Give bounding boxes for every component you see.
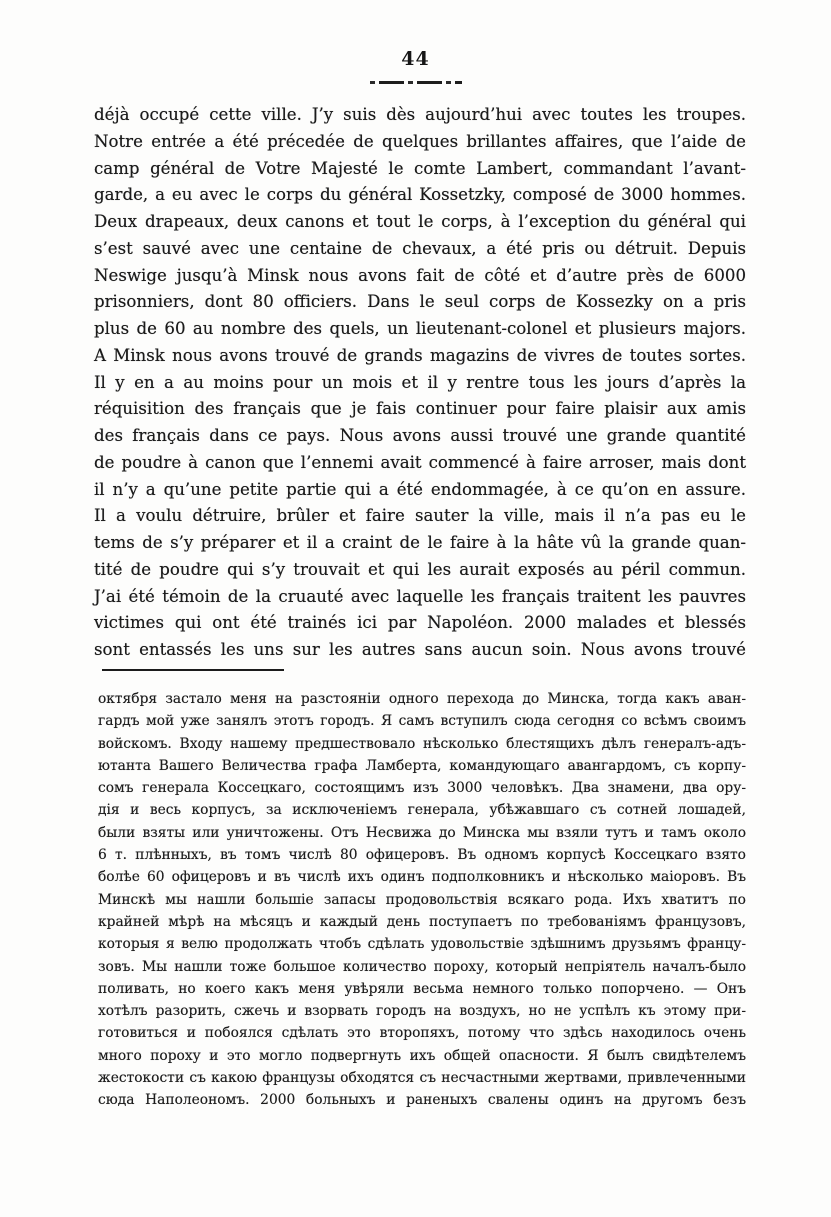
text-line: были взяты или уничтожены. Отъ Несвижа до Минска мы взяли тутъ и тамъ около bbox=[98, 824, 746, 841]
text-line: plus de 60 au nombre des quels, un lieutenant-colonel et plusieurs majors. bbox=[94, 319, 746, 338]
text-line: Il y en a au moins pour un mois et il y rentre tous les jours d’après la bbox=[94, 372, 746, 392]
text-line: ютанта Вашего Величества графа Ламберта, командующаго авангардомъ, съ корпу- bbox=[98, 757, 746, 774]
text-line: войскомъ. Входу нашему предшествовало нѣсколько блестящихъ дѣлъ генералъ-адъ- bbox=[98, 735, 746, 752]
text-line: sont entassés les uns sur les autres sans aucun soin. Nous avons trouvé bbox=[94, 640, 746, 659]
text-line: A Minsk nous avons trouvé de grands magazins de vivres de toutes sortes. bbox=[94, 345, 746, 365]
text-line: Минскѣ мы нашли большіе запасы продовольствія всякаго рода. Ихъ хватитъ по bbox=[98, 891, 746, 908]
text-line: много пороху и это могло подвергнуть ихъ общей опасности. Я былъ свидѣтелемъ bbox=[98, 1047, 746, 1064]
page-number: 44 bbox=[401, 48, 430, 70]
text-line: крайней мѣрѣ на мѣсяцъ и каждый день поступаетъ по требованіямъ французовъ, bbox=[98, 913, 746, 930]
footnote-text-russian bbox=[98, 688, 746, 1112]
text-line: garde, a eu avec le corps du général Kossetzky, composé de 3000 hommes. bbox=[94, 185, 746, 205]
text-line: J’ai été témoin de la cruauté avec laquelle les français traitent les pauvres bbox=[94, 586, 746, 606]
text-line: s’est sauvé avec une centaine de chevaux, a été pris ou détruit. Depuis bbox=[94, 238, 746, 258]
text-line: il n’y a qu’une petite partie qui a été endommagée, à ce qu’on en assure. bbox=[94, 479, 746, 499]
text-line: camp général de Votre Majesté le comte Lambert, commandant l’avant- bbox=[94, 158, 746, 178]
text-line: des français dans ce pays. Nous avons aussi trouvé une grande quantité bbox=[94, 426, 746, 445]
text-line: Notre entrée a été précedée de quelques brillantes affaires, que l’aide de bbox=[94, 131, 746, 151]
text-line: зовъ. Мы нашли тоже большое количество пороху, который непріятель началъ-было bbox=[98, 958, 746, 975]
text-line: поливать, но коего какъ меня увѣряли весьма немного только попорчено. — Онъ bbox=[98, 980, 746, 997]
text-line: Il a voulu détruire, brûler et faire sauter la ville, mais il n’a pas eu le bbox=[94, 506, 746, 526]
text-line: гардъ мой уже занялъ этотъ городъ. Я самъ вступилъ сюда сегодня со всѣмъ своимъ bbox=[98, 713, 746, 730]
text-line: жестокости съ какою французы обходятся съ несчастными жертвами, привлеченными bbox=[98, 1070, 746, 1087]
text-line: prisonniers, dont 80 officiers. Dans le seul corps de Kossezky on a pris bbox=[94, 292, 746, 312]
text-line: Neswige jusqu’à Minsk nous avons fait de côté et d’autre près de 6000 bbox=[94, 265, 746, 285]
text-line: Deux drapeaux, deux canons et tout le corps, à l’exception du général qui bbox=[94, 212, 746, 231]
text-line: tité de poudre qui s’y trouvait et qui les aurait exposés au péril commun. bbox=[94, 559, 746, 579]
text-line: хотѣлъ разорить, сжечь и взорвать городъ на воздухъ, но не успѣлъ къ этому при- bbox=[98, 1003, 746, 1020]
page-number-rule bbox=[370, 81, 462, 84]
footnote-separator-rule bbox=[102, 669, 284, 671]
text-line: октября застало меня на разстояніи одного перехода до Минска, тогда какъ аван- bbox=[98, 691, 746, 707]
text-line: victimes qui ont été trainés ici par Napoléon. 2000 malades et blessés bbox=[94, 613, 746, 633]
text-line: готовиться и побоялся сдѣлать это второпяхъ, потому что здѣсь находилось очень bbox=[98, 1025, 746, 1042]
text-line: 6 т. плѣнныхъ, въ томъ числѣ 80 офицеровъ. Въ одномъ корпусѣ Коссецкаго взято bbox=[98, 847, 746, 864]
text-line: réquisition des français que je fais continuer pour faire plaisir aux amis bbox=[94, 399, 746, 419]
text-line: дія и весь корпусъ, за исключеніемъ генерала, убѣжавшаго съ сотней лошадей, bbox=[98, 802, 746, 819]
main-text-french bbox=[94, 102, 746, 664]
text-line: болѣе 60 офицеровъ и въ числѣ ихъ одинъ подполковникъ и нѣсколько маіоровъ. Въ bbox=[98, 869, 746, 886]
text-line: de poudre à canon que l’ennemi avait commencé à faire arroser, mais dont bbox=[94, 452, 746, 472]
text-line: сюда Наполеономъ. 2000 больныхъ и раненыхъ свалены одинъ на другомъ безъ bbox=[98, 1092, 746, 1109]
text-line: которыя я велю продолжать чтобъ сдѣлать удовольствіе здѣшнимъ друзьямъ францу- bbox=[98, 936, 746, 953]
text-line: déjà occupé cette ville. J’y suis dès aujourd’hui avec toutes les troupes. bbox=[94, 105, 746, 124]
text-line: tems de s’y préparer et il a craint de le faire à la hâte vû la grande quan- bbox=[94, 533, 746, 552]
text-line: сомъ генерала Коссецкаго, состоящимъ изъ 3000 человѣкъ. Два знамени, два ору- bbox=[98, 780, 746, 797]
